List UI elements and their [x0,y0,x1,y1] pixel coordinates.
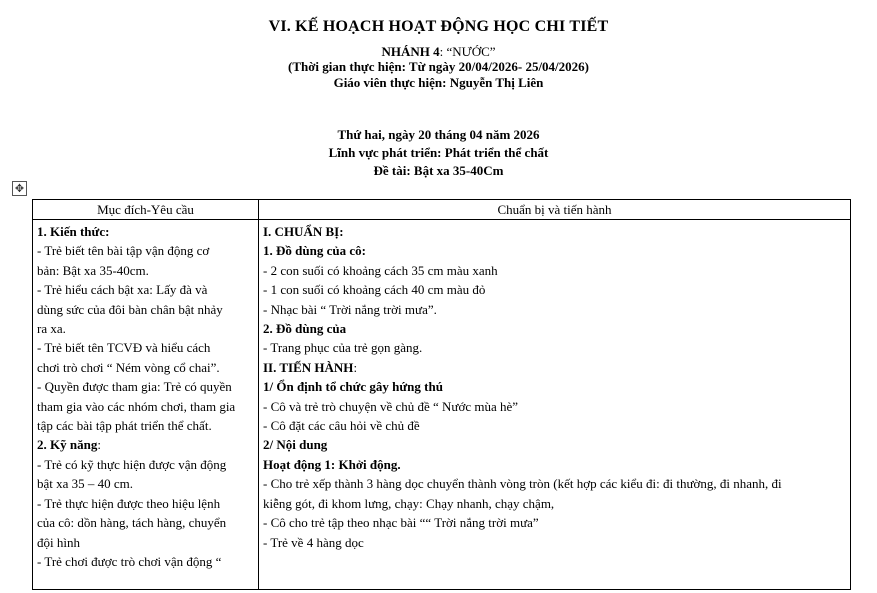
lesson-date: Thứ hai, ngày 20 tháng 04 năm 2026 [337,127,540,142]
cell-line-text: - Cô đặt các câu hỏi về chủ đề [263,418,420,434]
branch-label: NHÁNH 4 [381,44,440,59]
cell-line [37,494,254,513]
table-header-row [33,200,851,220]
cell-line-text: - Trang phục của trẻ gọn gàng. [263,340,423,356]
cell-line [263,494,846,513]
cell-line [263,455,846,474]
cell-line [37,300,254,319]
cell-line [37,222,254,241]
cell-line [37,474,254,493]
cell-line [263,397,846,416]
cell-line-text: II. TIẾN HÀNH [263,359,354,375]
cell-line [263,261,846,280]
table-row [33,220,851,590]
cell-line-text: - Trẻ biết tên TCVĐ và hiểu cách [37,340,211,356]
header-objectives: Mục đích-Yêu cầu [33,200,259,220]
branch-name: : “NƯỚC” [439,44,496,59]
cell-line [263,377,846,396]
cell-line-text: - Nhạc bài “ Trời nắng trời mưa”. [263,301,437,317]
cell-line [37,552,254,571]
cell-line [263,474,846,493]
cell-line [263,300,846,319]
cell-line-text: tham gia vào các nhóm chơi, tham gia [37,398,236,414]
cell-line-text: - Trẻ chơi được trò chơi vận động “ [37,553,222,569]
cell-line [37,280,254,299]
cell-line-text: 1. Đồ dùng của cô: [263,243,366,259]
cell-line-text: tập các bài tập phát triển thể chất. [37,418,212,434]
cell-line-text: I. CHUẨN BỊ: [263,224,344,239]
cell-line-text: đội hình [37,534,80,550]
cell-line [37,455,254,474]
cell-line-text: - Trẻ có kỹ thực hiện được vận động [37,456,227,472]
cell-line-text: bản: Bật xa 35-40cm. [37,262,149,278]
cell-line-text: - Quyền được tham gia: Trẻ có quyền [37,379,232,395]
cell-line [37,416,254,435]
cell-line [37,358,254,377]
cell-line-text: 2. Kỹ năng [37,437,98,453]
cell-line [37,397,254,416]
cell-line-text: - Cho trẻ xếp thành 3 hàng dọc chuyển thành vòng tròn (kết hợp các kiểu đi: đi thường, đi nhanh, đi [263,476,782,492]
lesson-plan-table [32,199,851,590]
cell-line-text: dùng sức của đôi bàn chân bật nhảy [37,301,223,317]
cell-line [263,280,846,299]
cell-line [263,338,846,357]
cell-line [37,377,254,396]
time-range: (Thời gian thực hiện: Từ ngày 20/04/2026- 25/04/2026) [287,59,589,74]
cell-line [263,416,846,435]
cell-line-text: - Trẻ về 4 hàng dọc [263,534,364,550]
cell-line-text: chơi trò chơi “ Ném vòng cổ chai”. [37,359,220,375]
preparation-cell[interactable] [259,220,851,590]
cell-line [263,435,846,454]
cell-line-text: - Trẻ thực hiện được theo hiệu lệnh [37,495,221,511]
cell-line-suffix: : [97,437,101,453]
lesson-topic: Đề tài: Bật xa 35-40Cm [373,163,504,178]
objectives-cell[interactable] [33,220,259,590]
cell-line-text: - 1 con suối có khoảng cách 40 cm màu đỏ [263,282,486,298]
cell-line [37,241,254,260]
cell-line-text: 1/ Ổn định tổ chức gây hứng thú [263,379,443,395]
cell-line [263,513,846,532]
cell-line-text: - 2 con suối có khoảng cách 35 cm màu xanh [263,262,498,278]
cell-line [37,261,254,280]
cell-line-text: - Cô cho trẻ tập theo nhạc bài ““ Trời nắng trời mưa” [263,515,539,531]
cell-line-text: kiễng gót, đi khom lưng, chạy: Chạy nhanh, chạy chậm, [263,495,555,511]
cell-line [37,513,254,532]
cell-line [263,319,846,338]
cell-line [37,533,254,552]
cell-line-text: - Cô và trẻ trò chuyện về chủ đề “ Nước mùa hè” [263,398,519,414]
teacher-name: Giáo viên thực hiện: Nguyễn Thị Liên [333,75,544,90]
cell-line [37,319,254,338]
cell-line-text: của cô: dồn hàng, tách hàng, chuyển [37,515,227,531]
cell-line [263,358,846,377]
cell-line-text: ra xa. [37,321,66,337]
cell-line [263,241,846,260]
cell-line [263,533,846,552]
development-field: Lĩnh vực phát triển: Phát triển thể chất [328,145,549,160]
cell-line [37,338,254,357]
cell-line-text: - Trẻ biết tên bài tập vận động cơ [37,243,210,259]
page-title: VI. KẾ HOẠCH HOẠT ĐỘNG HỌC CHI TIẾT [268,18,609,35]
move-anchor-icon[interactable]: ✥ [12,181,27,196]
cell-line-text: Hoạt động 1: Khởi động. [263,456,401,472]
cell-line-text: - Trẻ hiểu cách bật xa: Lấy đà và [37,282,208,298]
cell-line [263,222,846,241]
cell-line-text: 1. Kiến thức: [37,224,110,239]
cell-line-text: bật xa 35 – 40 cm. [37,476,134,492]
cell-line [37,435,254,454]
cell-line-text: 2. Đồ dùng của [263,321,347,337]
cell-line-text: 2/ Nội dung [263,437,328,453]
cell-line-suffix: : [353,359,358,375]
header-preparation: Chuẩn bị và tiến hành [259,200,851,220]
